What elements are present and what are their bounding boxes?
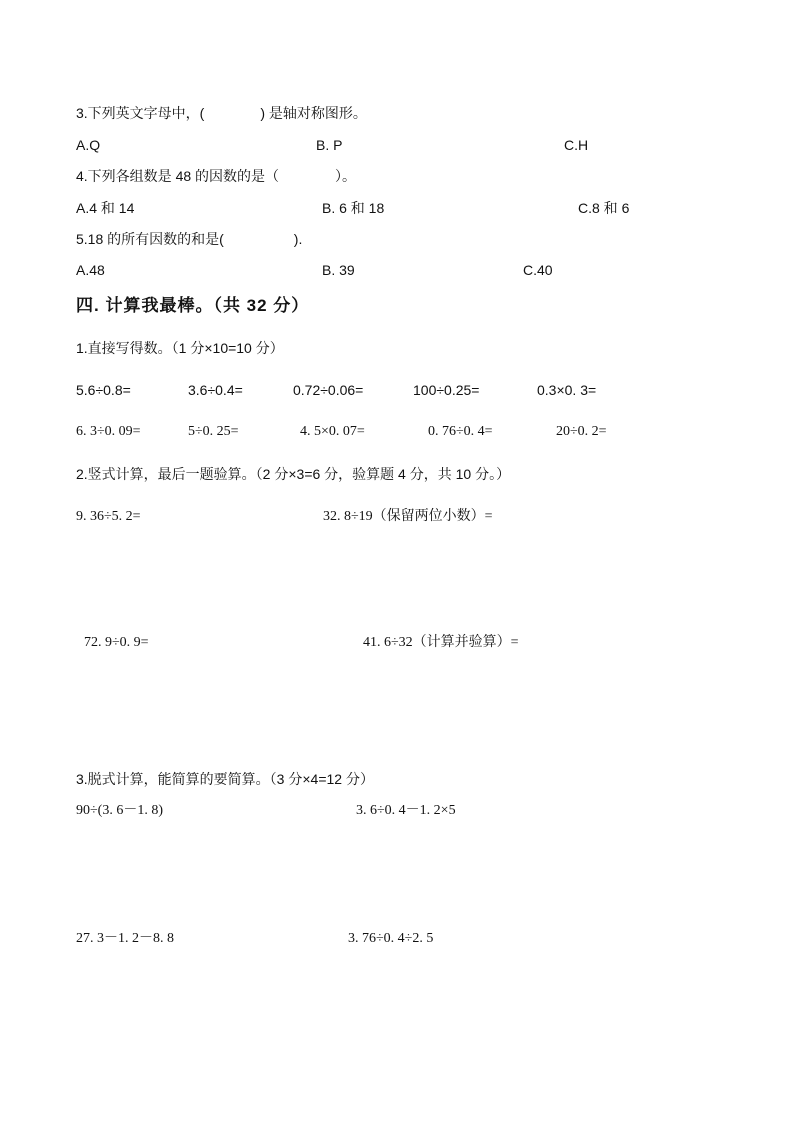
step-calc-item: 3. 76÷0. 4÷2. 5 <box>348 931 434 946</box>
oral-calc-item: 6. 3÷0. 09= <box>76 424 141 439</box>
question-3-stem: 3.下列英文字母中，( ) 是轴对称图形。 <box>76 105 367 121</box>
oral-calc-item: 0.72÷0.06= <box>293 382 364 398</box>
question-4-option-a: A.4 和 14 <box>76 200 135 216</box>
oral-calc-item: 100÷0.25= <box>413 382 480 398</box>
question-3-option-a: A.Q <box>76 137 101 153</box>
oral-calc-item: 5.6÷0.8= <box>76 382 131 398</box>
vertical-calc-item: 32. 8÷19（保留两位小数）= <box>323 509 493 524</box>
step-calc-item: 3. 6÷0. 4－1. 2×5 <box>356 803 456 818</box>
oral-calc-item: 0. 76÷0. 4= <box>428 424 493 439</box>
oral-calc-item: 5÷0. 25= <box>188 424 239 439</box>
step-calc-item: 90÷(3. 6－1. 8) <box>76 803 164 818</box>
question-5-option-c: C.40 <box>523 262 553 278</box>
oral-calc-item: 4. 5×0. 07= <box>300 424 365 439</box>
oral-calc-item: 3.6÷0.4= <box>188 382 243 398</box>
part-2-title: 2.竖式计算，最后一题验算。（2 分×3=6 分，验算题 4 分，共 10 分。） <box>76 466 511 482</box>
question-5-stem: 5.18 的所有因数的和是( ). <box>76 231 303 247</box>
vertical-calc-item: 9. 36÷5. 2= <box>76 509 141 524</box>
oral-calc-item: 20÷0. 2= <box>556 424 607 439</box>
question-3-option-c: C.H <box>564 137 589 153</box>
question-5-option-a: A.48 <box>76 262 105 278</box>
question-4-option-b: B. 6 和 18 <box>322 200 385 216</box>
vertical-calc-item: 72. 9÷0. 9= <box>84 635 149 650</box>
oral-calc-item: 0.3×0. 3= <box>537 382 597 398</box>
vertical-calc-item: 41. 6÷32（计算并验算）= <box>363 635 519 650</box>
question-4-stem: 4.下列各组数是 48 的因数的是（ ）。 <box>76 168 357 184</box>
question-3-option-b: B. P <box>316 137 343 153</box>
section-4-heading: 四. 计算我最棒。（共 32 分） <box>76 296 310 315</box>
part-1-title: 1.直接写得数。（1 分×10=10 分） <box>76 340 284 356</box>
question-4-option-c: C.8 和 6 <box>578 200 630 216</box>
step-calc-item: 27. 3－1. 2－8. 8 <box>76 931 174 946</box>
question-5-option-b: B. 39 <box>322 262 355 278</box>
part-3-title: 3.脱式计算，能简算的要简算。（3 分×4=12 分） <box>76 771 374 787</box>
